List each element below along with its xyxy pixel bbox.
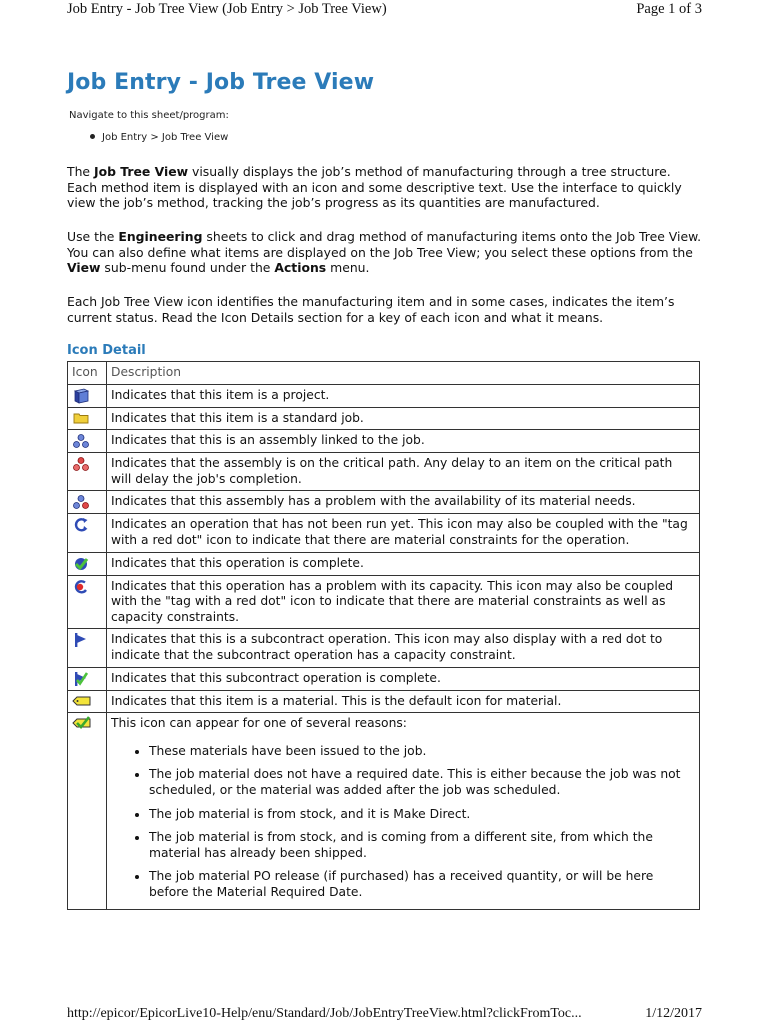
footer-url[interactable]: http://epicor/EpicorLive10-Help/enu/Standard/Job/JobEntryTreeView.html?clickFromToc...: [67, 1006, 582, 1021]
description-cell: Indicates that this subcontract operation is complete.: [107, 667, 700, 690]
table-row: [68, 407, 700, 430]
subcontract-icon: [72, 632, 90, 648]
footer-date: 1/12/2017: [645, 1006, 702, 1021]
icon-cell: [68, 407, 107, 430]
bold-term: View: [67, 260, 101, 276]
table-row: [68, 453, 700, 491]
table-row: [68, 384, 700, 407]
material-issued-icon: [72, 716, 92, 730]
list-item: • These materials have been issued to the job.: [149, 744, 695, 760]
table-row: [68, 690, 700, 713]
project-icon: [72, 388, 90, 404]
operation-complete-icon: [72, 556, 90, 572]
navigate-path[interactable]: [90, 132, 228, 143]
page-header: [67, 0, 702, 22]
icon-cell: [68, 552, 107, 575]
icon-cell: [68, 690, 107, 713]
reasons-intro: This icon can appear for one of several reasons:: [111, 716, 407, 731]
operation-capacity-icon: [72, 579, 90, 595]
list-item: • The job material is from stock, and is coming from a different site, from which the material has already been shipped.: [149, 830, 695, 861]
icon-cell: [68, 713, 107, 910]
description-cell: Indicates that this assembly has a problem with the availability of its material needs.: [107, 491, 700, 514]
description-cell: Indicates that this is an assembly linked to the job.: [107, 430, 700, 453]
navigate-label: Navigate to this sheet/program:: [69, 110, 229, 121]
table-row: [68, 491, 700, 514]
description-cell: Indicates that this operation is complete.: [107, 552, 700, 575]
description-cell: Indicates that this is a subcontract operation. This icon may also display with a red dot to indicate that the subcontract operation has a capacity constraint.: [107, 629, 700, 667]
folder-icon: [72, 411, 90, 425]
subcontract-complete-icon: [72, 671, 90, 687]
description-cell: Indicates that this item is a standard job.: [107, 407, 700, 430]
intro-paragraph: The Job Tree View visually displays the job’s method of manufacturing through a tree structure. Each method item is displayed with an icon and some descriptive text. Use the interface to quickly view the job’s method, tracking the job’s progress as its quantities are manufactured.: [67, 164, 682, 211]
list-item: • The job material PO release (if purchased) has a received quantity, or will be here before the Material Required Date.: [149, 869, 695, 900]
bold-term: Actions: [274, 260, 327, 276]
description-cell: [107, 713, 700, 910]
table-row: [68, 514, 700, 552]
description-cell: Indicates that this item is a project.: [107, 384, 700, 407]
icon-detail-table: [67, 361, 700, 910]
icon-key-paragraph: Each Job Tree View icon identifies the manufacturing item and in some cases, indicates the item’s current status. Read the Icon Details section for a key of each icon and what it means.: [67, 294, 675, 325]
operation-icon: [72, 517, 90, 533]
description-cell: Indicates that this item is a material. This is the default icon for material.: [107, 690, 700, 713]
icon-cell: [68, 453, 107, 491]
icon-cell: [68, 430, 107, 453]
page-number: Page 1 of 3: [636, 1, 702, 17]
description-cell: Indicates an operation that has not been run yet. This icon may also be coupled with the "tag with a red dot" icon to indicate that there are material constraints for the operation.: [107, 514, 700, 552]
list-item: • The job material does not have a required date. This is either because the job was not scheduled, or the material was added after the job was scheduled.: [149, 767, 695, 798]
column-header-description: Description: [107, 362, 700, 385]
bullet-icon: [90, 134, 95, 139]
icon-cell: [68, 667, 107, 690]
assembly-icon: [72, 433, 90, 449]
section-title-icon-detail: Icon Detail: [67, 343, 146, 358]
table-row: [68, 552, 700, 575]
icon-cell: [68, 575, 107, 629]
critical-assembly-icon: [72, 456, 90, 472]
table-header-row: [68, 362, 700, 385]
icon-cell: [68, 629, 107, 667]
description-cell: Indicates that the assembly is on the critical path. Any delay to an item on the critical path will delay the job's completion.: [107, 453, 700, 491]
column-header-icon: Icon: [68, 362, 107, 385]
icon-cell: [68, 514, 107, 552]
bold-term: Job Tree View: [93, 164, 189, 179]
icon-cell: [68, 384, 107, 407]
table-row: [68, 575, 700, 629]
icon-cell: [68, 491, 107, 514]
engineering-paragraph: Use the Engineering sheets to click and drag method of manufacturing items onto the Job Tree View. You can also define what items are displayed on the Job Tree View; you select these options from the View sub-menu found under the Actions menu.: [67, 229, 702, 276]
material-icon: [72, 694, 92, 708]
page-title: Job Entry - Job Tree View: [67, 70, 375, 95]
table-row: [68, 667, 700, 690]
reasons-list: [111, 744, 695, 901]
table-row: [68, 713, 700, 910]
header-title: Job Entry - Job Tree View (Job Entry > Job Tree View): [67, 1, 387, 17]
bold-term: Engineering: [118, 229, 203, 244]
navigate-path-text: Job Entry > Job Tree View: [102, 132, 229, 143]
page-footer: [67, 1006, 702, 1024]
table-row: [68, 629, 700, 667]
description-cell: Indicates that this operation has a problem with its capacity. This icon may also be coupled with the "tag with a red dot" icon to indicate that there are material constraints as well as capacity constraints.: [107, 575, 700, 629]
table-row: [68, 430, 700, 453]
assembly-problem-icon: [72, 494, 90, 510]
list-item: • The job material is from stock, and it is Make Direct.: [149, 807, 695, 823]
